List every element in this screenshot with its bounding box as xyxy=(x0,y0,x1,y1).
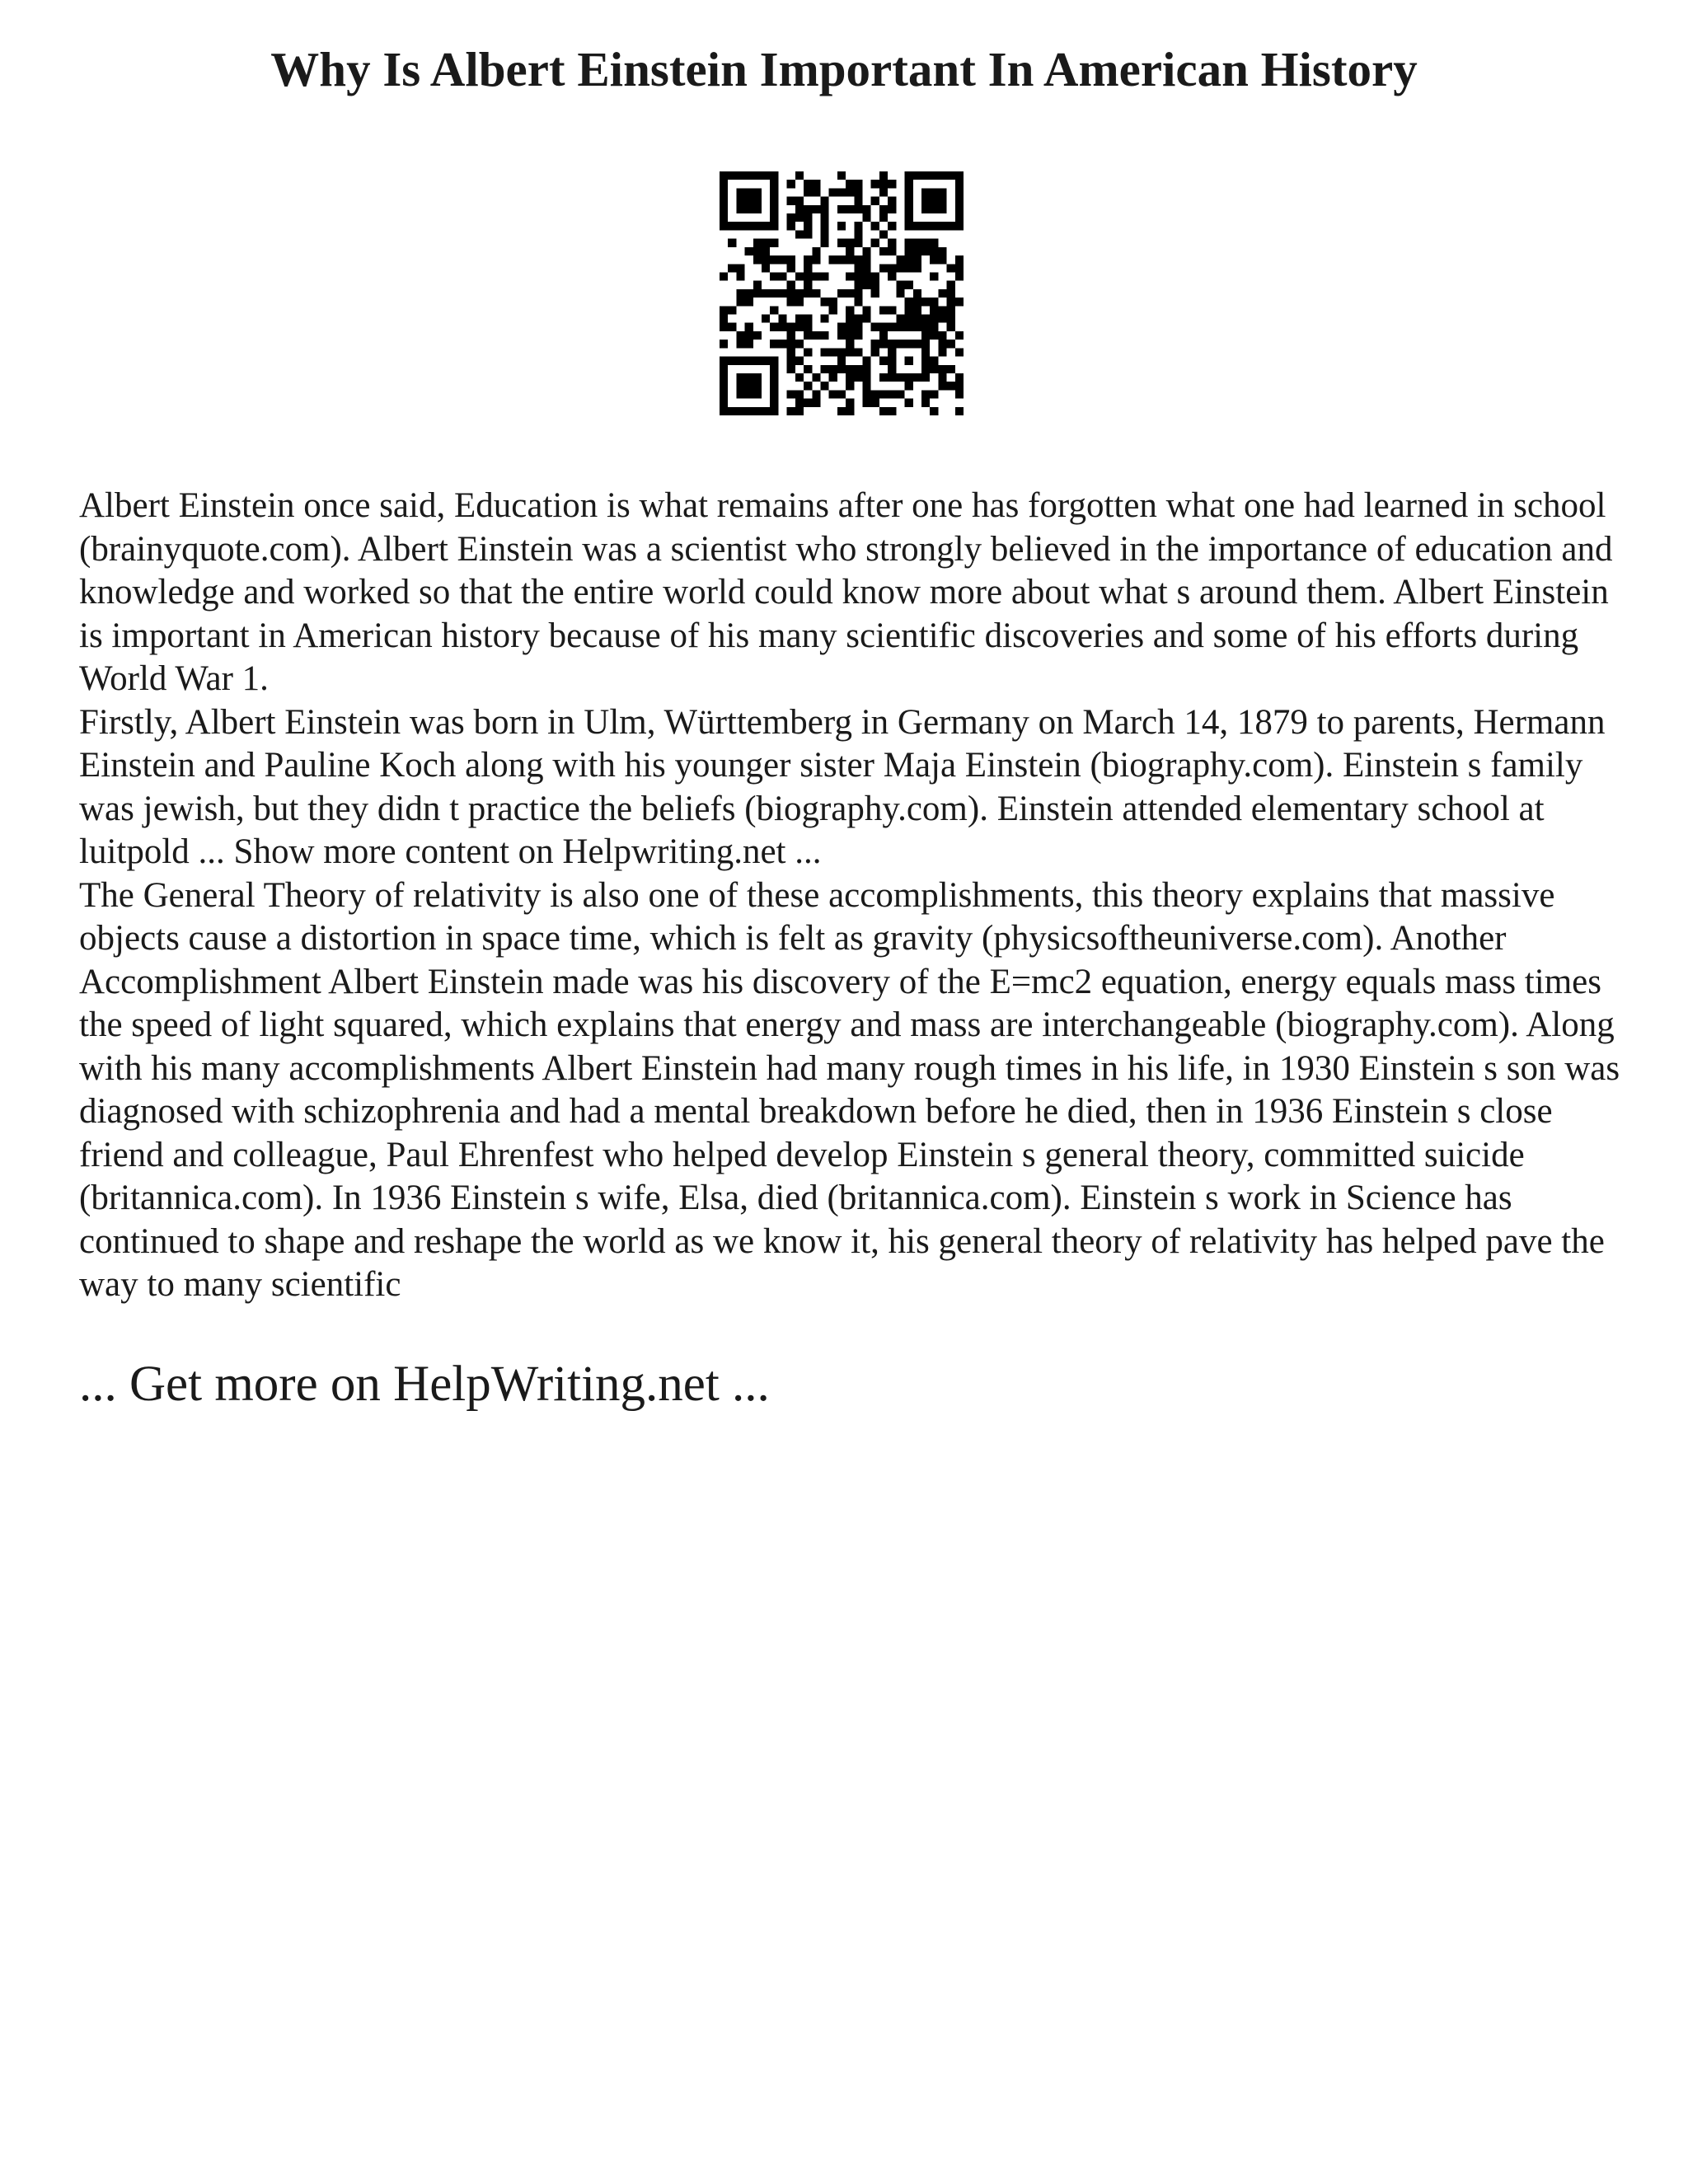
article-body xyxy=(79,485,1637,1307)
paragraph-intro: Albert Einstein once said, Education is what remains after one has forgotten what one had learned in school (brainyquote.com). Albert Einstein was a scientist who strongly believed in the importance of education and knowledge and worked so that the entire world could know more about what s around them. Albert Einstein is important in American history because of his many scientific discoveries and some of his efforts during World War 1. xyxy=(79,486,1613,698)
paragraph-early-life: Firstly, Albert Einstein was born in Ulm, Württemberg in Germany on March 14, 1879 to parents, Hermann Einstein and Pauline Koch along with his younger sister Maja Einstein (biography.com). Einstein s family was jewish, but they didn t practice the beliefs (biography.com). Einstein attended elementary school at luitpold ... Show more content on Helpwriting.net ... xyxy=(79,702,1606,871)
page-title: Why Is Albert Einstein Important In American History xyxy=(270,42,1418,96)
qr-code-icon[interactable] xyxy=(720,171,964,415)
get-more-link[interactable]: ... Get more on HelpWriting.net ... xyxy=(79,1357,770,1412)
paragraph-accomplishments: The General Theory of relativity is also one of these accomplishments, this theory explains that massive objects cause a distortion in space time, which is felt as gravity (physicsoftheuniverse.com). Another Accomplishment Albert Einstein made was his discovery of the E=mc2 equation, energy equals mass times the speed of light squared, which explains that energy and mass are interchangeable (biography.com). Along with his many accomplishments Albert Einstein had many rough times in his life, in 1930 Einstein s son was diagnosed with schizophrenia and had a mental breakdown before he died, then in 1936 Einstein s close friend and colleague, Paul Ehrenfest who helped develop Einstein s general theory, committed suicide (britannica.com). In 1936 Einstein s wife, Elsa, died (britannica.com). Einstein s work in Science has continued to shape and reshape the world as we know it, his general theory of relativity has helped pave the way to many scientific xyxy=(79,875,1620,1304)
